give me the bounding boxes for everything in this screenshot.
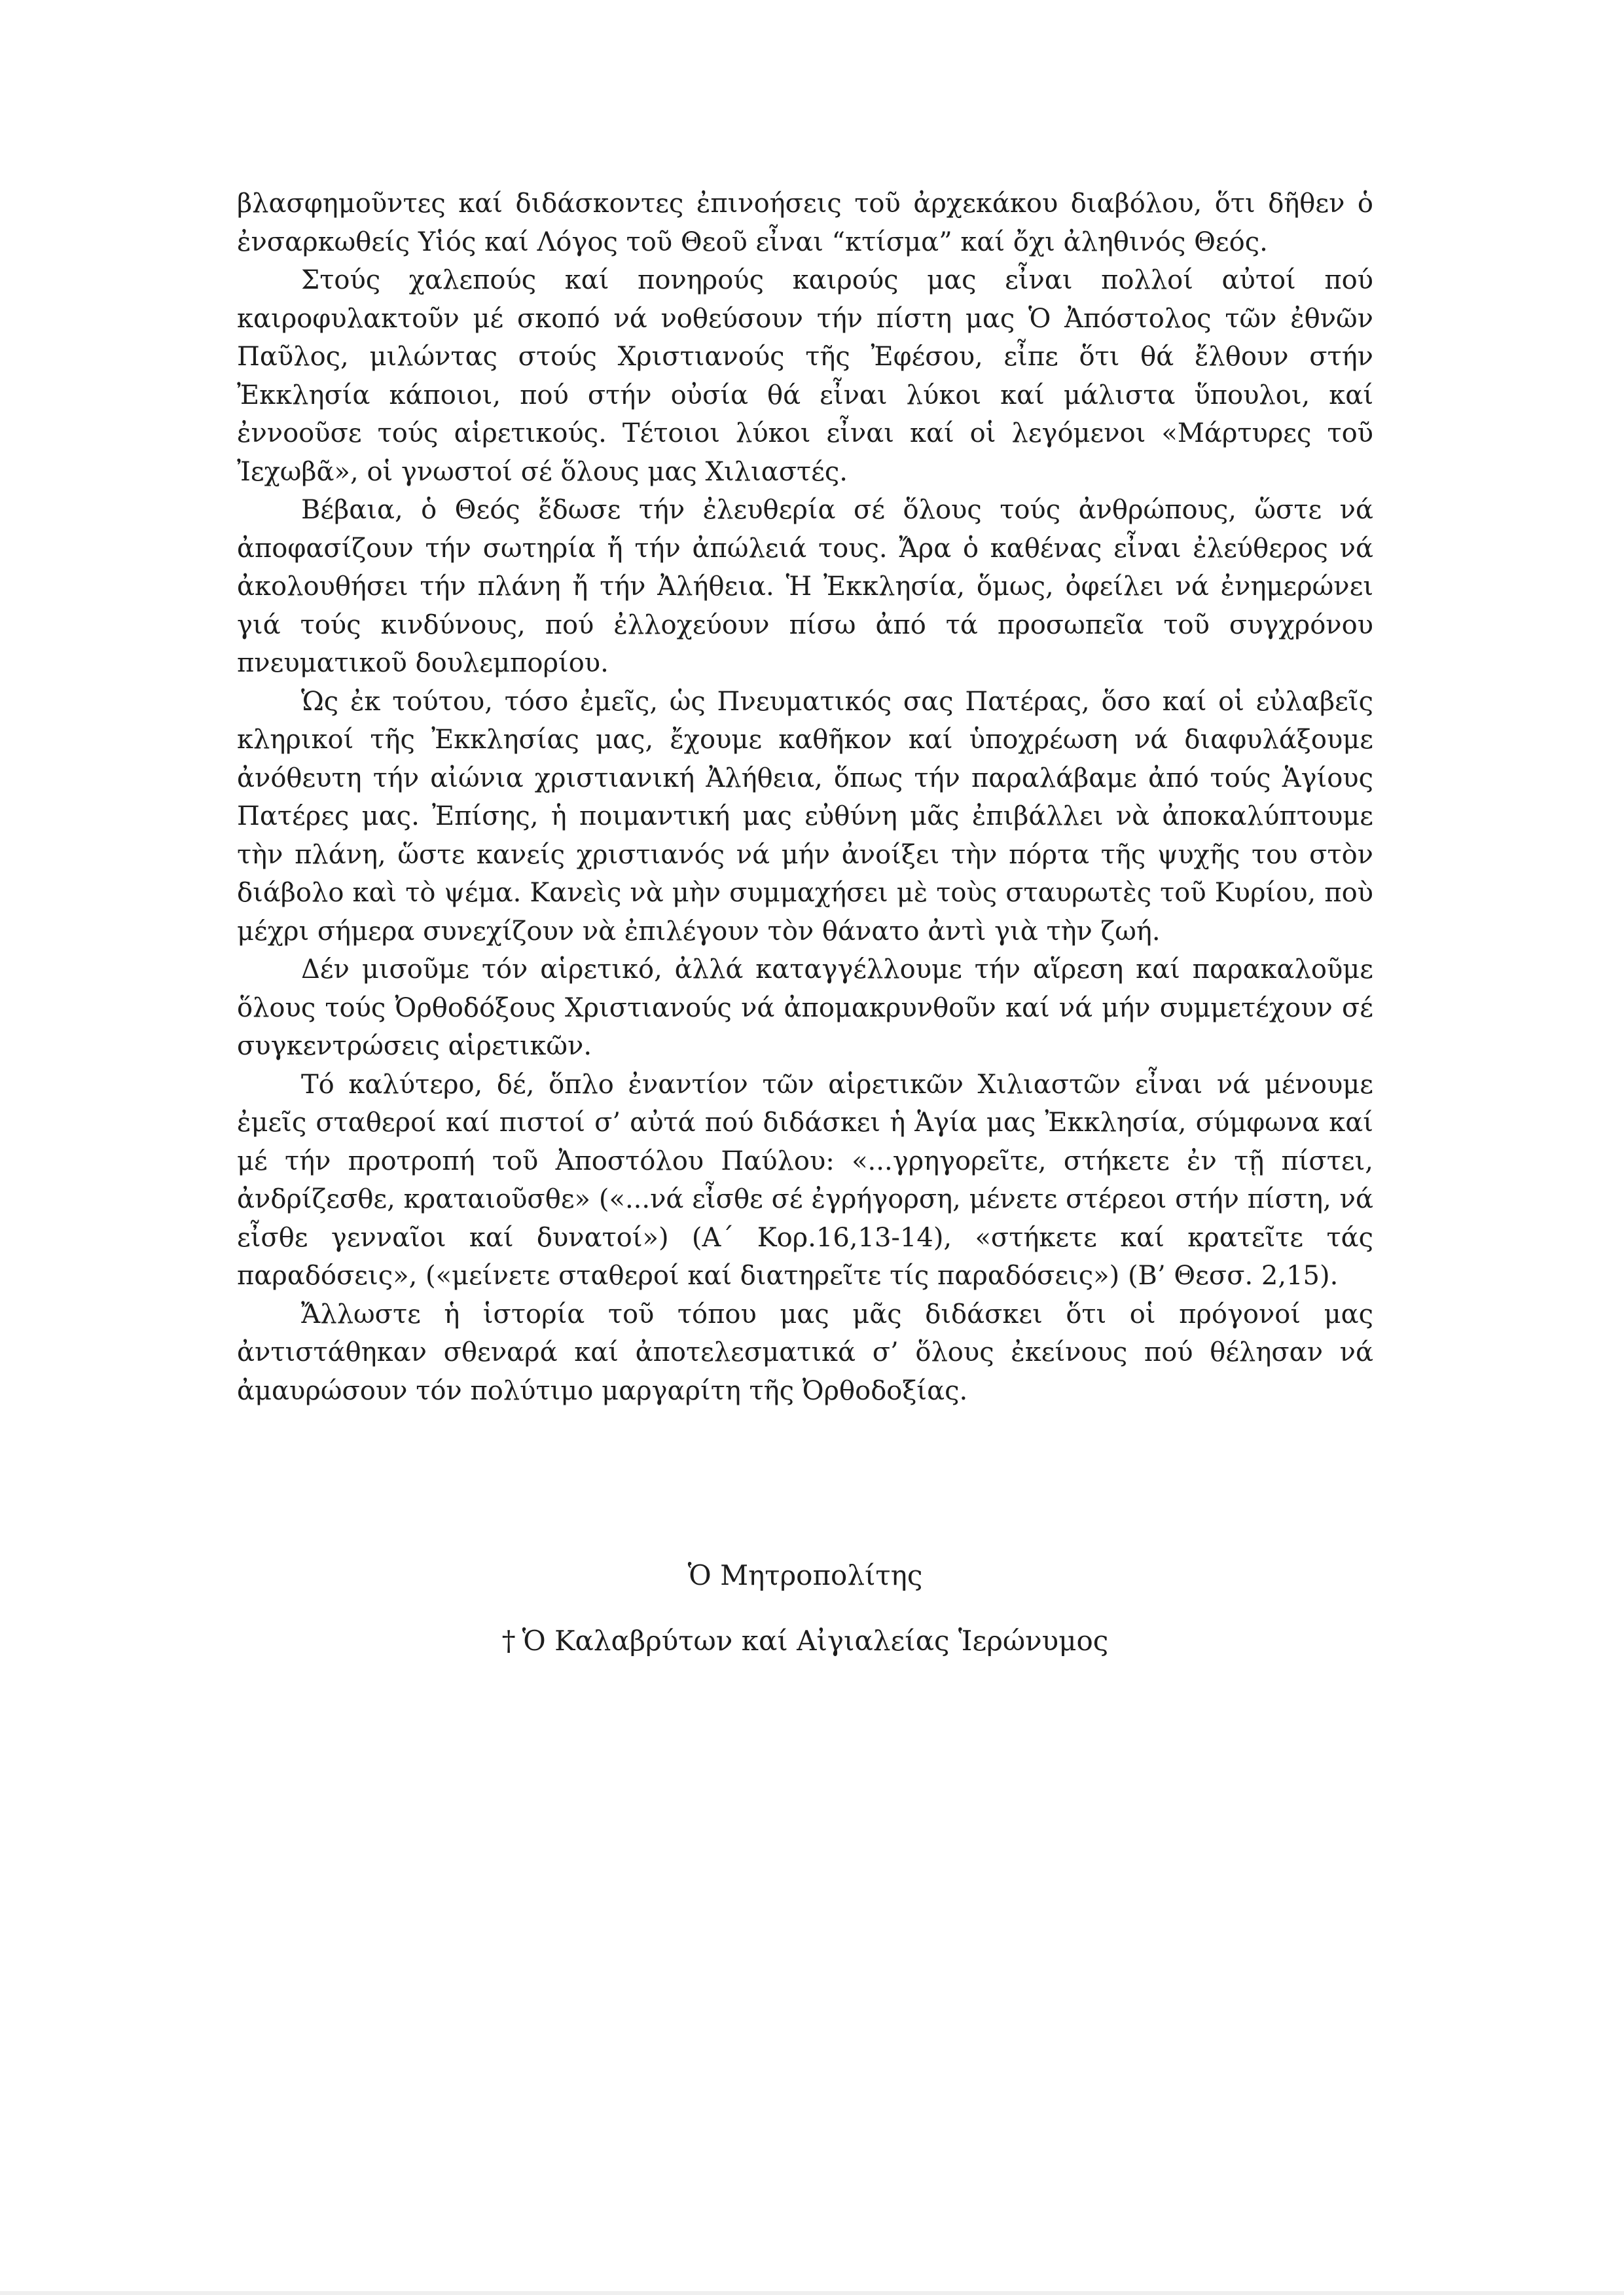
scan-edge [0, 2291, 1624, 2295]
signature-title: Ὁ Μητροπολίτης [687, 1559, 923, 1591]
signature-name: Ὁ Καλαβρύτων καί Αἰγιαλείας Ἱερώνυμος [522, 1625, 1109, 1657]
cross-symbol: † [501, 1625, 516, 1657]
paragraph-3: Βέβαια, ὁ Θεός ἔδωσε τήν ἐλευθερία σέ ὅλους τούς ἀνθρώπους, ὥστε νά ἀποφασίζουν τήν σωτηρία ἤ τήν ἀπώλειά τους. Ἄρα ὁ καθένας εἶναι ἐλεύθερος νά ἀκολουθήσει τήν πλάνη ἤ τήν Ἀλήθεια. Ἡ Ἐκκλησία, ὅμως, ὀφείλει νά ἐνημερώνει γιά τούς κινδύνους, πού ἐλλοχεύουν πίσω ἀπό τά προσωπεῖα τοῦ συγχρόνου πνευματικοῦ δουλεμπορίου. [237, 495, 1373, 678]
letter-body [237, 185, 1373, 1410]
paragraph-2: Στούς χαλεπούς καί πονηρούς καιρούς μας εἶναι πολλοί αὐτοί πού καιροφυλακτοῦν μέ σκοπό νά νοθεύσουν τήν πίστη μας Ὁ Ἀπόστολος τῶν ἐθνῶν Παῦλος, μιλώντας στούς Χριστιανούς τῆς Ἐφέσου, εἶπε ὅτι θά ἔλθουν στήν Ἐκκλησία κάποιοι, πού στήν οὐσία θά εἶναι λύκοι καί μάλιστα ὕπουλοι, καί ἐννοοῦσε τούς αἱρετικούς. Τέτοιοι λύκοι εἶναι καί οἱ λεγόμενοι «Μάρτυρες τοῦ Ἰεχωβᾶ», οἱ γνωστοί σέ ὅλους μας Χιλιαστές. [237, 265, 1373, 487]
signature-line [237, 1625, 1373, 1657]
paragraph-7: Ἄλλωστε ἡ ἱστορία τοῦ τόπου μας μᾶς διδάσκει ὅτι οἱ πρόγονοί μας ἀντιστάθηκαν σθεναρά καί ἀποτελεσματικά σ’ ὅλους ἐκείνους πού θέλησαν νά ἀμαυρώσουν τόν πολύτιμο μαργαρίτη τῆς Ὀρθοδοξίας. [237, 1299, 1373, 1406]
paragraph-5: Δέν μισοῦμε τόν αἱρετικό, ἀλλά καταγγέλλουμε τήν αἵρεση καί παρακαλοῦμε ὅλους τούς Ὀρθοδόξους Χριστιανούς νά ἀπομακρυνθοῦν καί νά μήν συμμετέχουν σέ συγκεντρώσεις αἱρετικῶν. [237, 954, 1373, 1061]
paragraph-1: βλασφημοῦντες καί διδάσκοντες ἐπινοήσεις τοῦ ἀρχεκάκου διαβόλου, ὅτι δῆθεν ὁ ἐνσαρκωθείς Υἱός καί Λόγος τοῦ Θεοῦ εἶναι “κτίσμα” καί ὄχι ἀληθινός Θεός. [237, 189, 1373, 257]
paragraph-6: Τό καλύτερο, δέ, ὅπλο ἐναντίον τῶν αἱρετικῶν Χιλιαστῶν εἶναι νά μένουμε ἐμεῖς σταθεροί καί πιστοί σ’ αὐτά πού διδάσκει ἡ Ἁγία μας Ἐκκλησία, σύμφωνα καί μέ τήν προτροπή τοῦ Ἀποστόλου Παύλου: «...γρηγορεῖτε, στήκετε ἐν τῇ πίστει, ἀνδρίζεσθε, κραταιοῦσθε» («...νά εἶσθε σέ ἐγρήγορση, μένετε στέρεοι στήν πίστη, νά εἶσθε γενναῖοι καί δυνατοί») (Α΄ Κορ.16,13-14), «στήκετε καί κρατεῖτε τάς παραδόσεις», («μείνετε σταθεροί καί διατηρεῖτε τίς παραδόσεις») (Β’ Θεσσ. 2,15). [237, 1069, 1373, 1291]
paragraph-4: Ὡς ἐκ τούτου, τόσο ἐμεῖς, ὡς Πνευματικός σας Πατέρας, ὅσο καί οἱ εὐλαβεῖς κληρικοί τῆς Ἐκκλησίας μας, ἔχουμε καθῆκον καί ὑποχρέωση νά διαφυλάξουμε ἀνόθευτη τήν αἰώνια χριστιανική Ἀλήθεια, ὅπως τήν παραλάβαμε ἀπό τούς Ἁγίους Πατέρες μας. Ἐπίσης, ἡ ποιμαντική μας εὐθύνη μᾶς ἐπιβάλλει νὰ ἀποκαλύπτουμε τὴν πλάνη, ὥστε κανείς χριστιανός νά μήν ἀνοίξει τὴν πόρτα τῆς ψυχῆς του στὸν διάβολο καὶ τὸ ψέμα. Κανεὶς νὰ μὴν συμμαχήσει μὲ τοὺς σταυρωτὲς τοῦ Κυρίου, ποὺ μέχρι σήμερα συνεχίζουν νὰ ἐπιλέγουν τὸν θάνατο ἀντὶ γιὰ τὴν ζωή. [237, 686, 1373, 947]
